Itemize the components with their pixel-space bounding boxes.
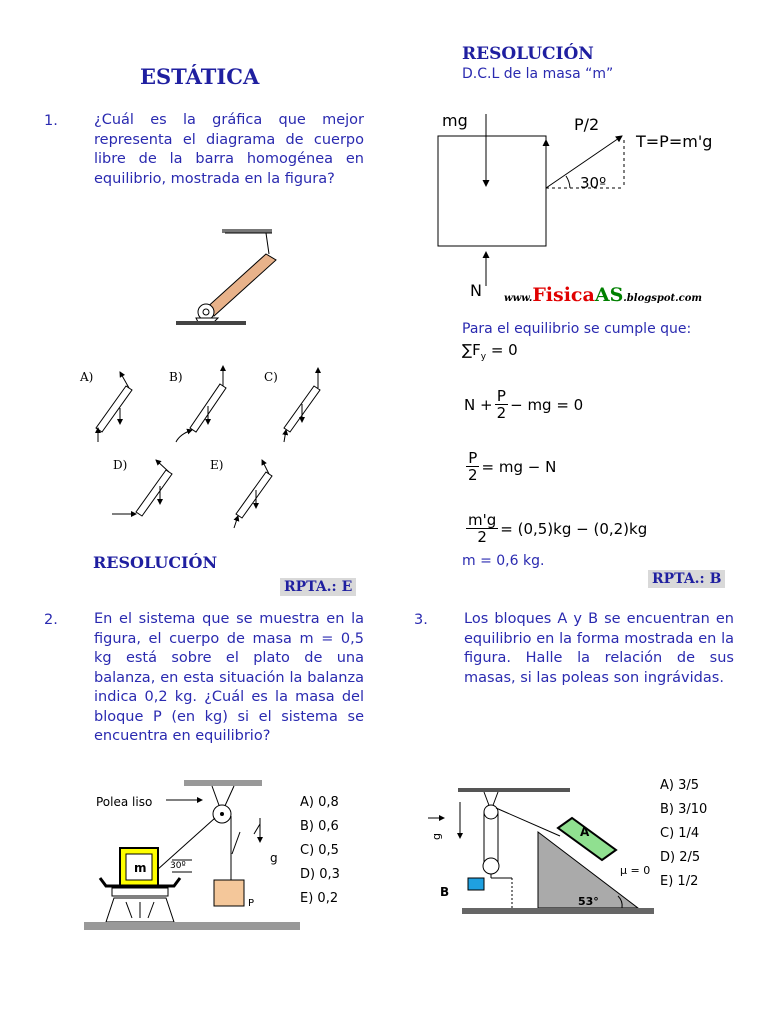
option-d-label: D)	[113, 458, 128, 472]
gravity-label: g	[270, 851, 278, 865]
resolution-heading-right: RESOLUCIÓN	[462, 44, 594, 64]
free-body-diagram	[430, 100, 730, 300]
weight-label: mg	[442, 111, 468, 130]
question-1-text: ¿Cuál es la gráfica que mejor representa el diagrama de cuerpo libre de la barra homogénea en equilibrio, mostrada en la figura?	[94, 112, 364, 187]
question-3-text: Los bloques A y B se encuentran en equilibrio en la forma mostrada en la figura. Halle la relación de sus masas, si las poleas son ingrávidas.	[464, 611, 734, 686]
gravity-label-q3: g	[430, 833, 443, 840]
q3-option-d[interactable]: D) 2/5	[660, 850, 701, 865]
tension-label: T=P=m'g	[636, 132, 713, 151]
resolution-heading-left: RESOLUCIÓN	[93, 553, 218, 572]
watermark: www.FisicaAS.blogspot.com	[504, 284, 702, 306]
question-3-options	[660, 778, 707, 898]
option-d-diagram	[112, 460, 172, 516]
q3-option-a[interactable]: A) 3/5	[660, 778, 700, 793]
option-c-label: C)	[264, 370, 278, 384]
normal-force-label: N	[470, 281, 482, 300]
balance-pulley-figure	[82, 772, 302, 942]
equation-4: $\frac{m'g}{2}$ = (0,5)kg − (0,2)kg	[468, 511, 648, 546]
sum-forces-equation: $\sum F_y = 0$	[462, 341, 518, 362]
mass-m-label: m	[134, 861, 147, 875]
block-p-label: P	[248, 898, 255, 909]
frictionless-pulley-label: Polea liso	[96, 795, 153, 809]
q2-option-d[interactable]: D) 0,3	[300, 867, 340, 882]
option-e-label: E)	[210, 458, 224, 472]
block-a-label: A	[580, 825, 590, 839]
q2-option-a[interactable]: A) 0,8	[300, 795, 339, 810]
option-b-diagram	[176, 366, 226, 442]
q2-option-b[interactable]: B) 0,6	[300, 819, 339, 834]
option-a-label: A)	[80, 370, 94, 384]
q3-option-b[interactable]: B) 3/10	[660, 802, 708, 817]
equation-2: N + $\frac{P}{2}$ − mg = 0	[464, 387, 584, 422]
q3-option-c[interactable]: C) 1/4	[660, 826, 700, 841]
page-title: ESTÁTICA	[140, 64, 260, 89]
question-2-number: 2.	[44, 612, 58, 628]
half-p-label: P/2	[574, 115, 600, 134]
q2-option-c[interactable]: C) 0,5	[300, 843, 339, 858]
equilibrium-intro: Para el equilibrio se cumple que:	[462, 321, 692, 337]
result-text: m = 0,6 kg.	[462, 553, 545, 569]
angle-label: 30º	[580, 174, 607, 192]
answer-badge-right: RPTA.: B	[648, 570, 725, 588]
option-c-diagram	[284, 368, 320, 442]
answer-badge-left: RPTA.: E	[280, 578, 356, 596]
angle-53-label: 53°	[578, 895, 599, 908]
question-2-text: En el sistema que se muestra en la figura, el cuerpo de masa m = 0,5 kg está sobre el plato de una balanza, en esta situación la balanza indica 0,2 kg. ¿Cuál es la masa del bloque P (en kg) si el sistema se encuentra en equilibrio?	[94, 611, 364, 744]
incline-pulley-figure	[426, 778, 656, 928]
friction-coefficient-label: μ = 0	[620, 864, 651, 877]
force-diagram-options	[80, 360, 380, 530]
option-b-label: B)	[169, 370, 183, 384]
q3-option-e[interactable]: E) 1/2	[660, 874, 699, 889]
equation-3: $\frac{P}{2}$ = mg − N	[468, 449, 557, 484]
hinged-bar-figure	[170, 224, 280, 330]
option-a-diagram	[96, 372, 132, 442]
q2-option-e[interactable]: E) 0,2	[300, 891, 339, 906]
question-3-number: 3.	[414, 612, 428, 628]
question-1-number: 1.	[44, 113, 58, 129]
block-b-label: B	[440, 885, 450, 899]
option-e-diagram	[234, 460, 272, 528]
question-2-options	[300, 795, 340, 915]
angle-30-label: 30º	[170, 861, 186, 871]
dcl-subtitle: D.C.L de la masa “m”	[462, 66, 614, 82]
